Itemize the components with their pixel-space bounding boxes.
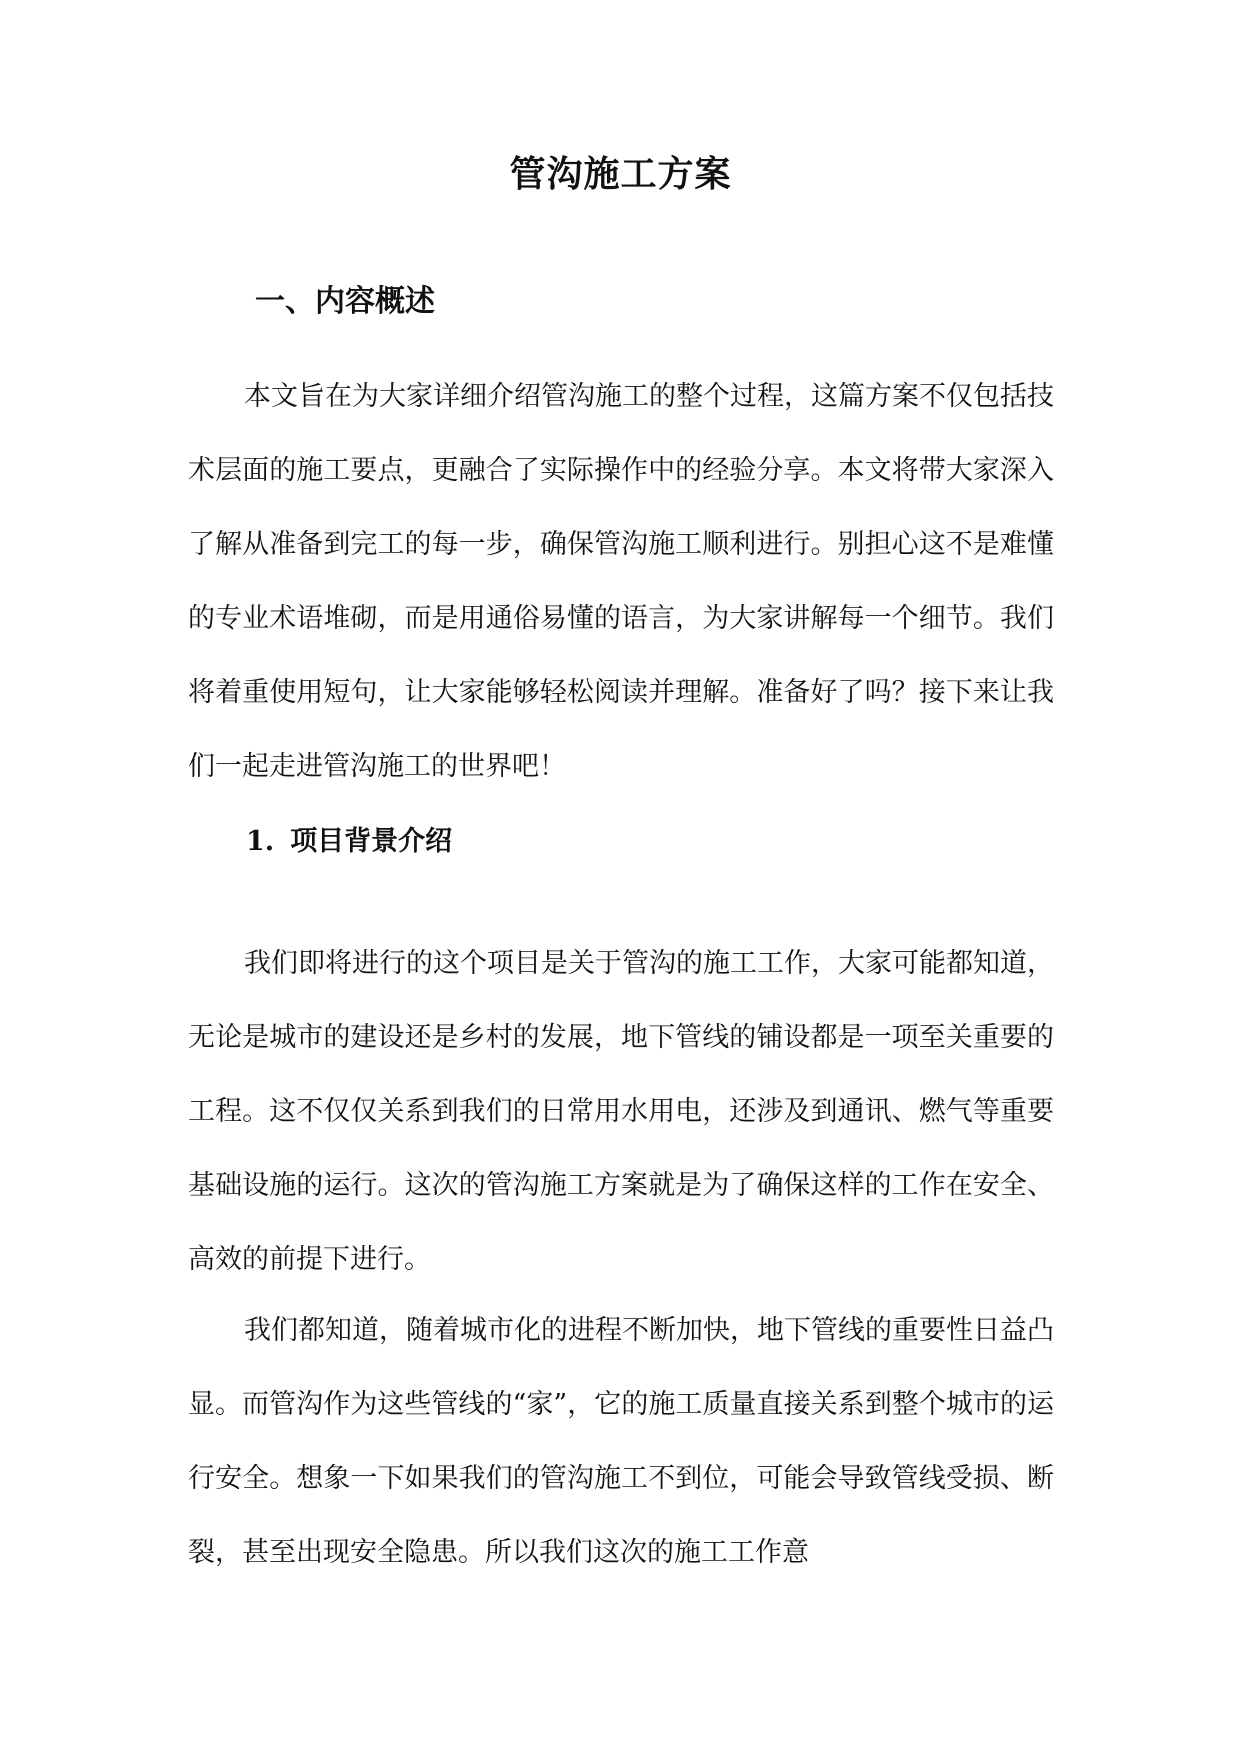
subsection-title: 项目背景介绍 — [290, 826, 453, 857]
document-title: 管沟施工方案 — [509, 153, 732, 195]
subsection-number: 1. — [246, 826, 275, 857]
subsection-heading-project-background — [246, 822, 452, 862]
section-heading-overview: 一、内容概述 — [255, 284, 435, 319]
background-paragraph-1: 我们即将进行的这个项目是关于管沟的施工工作，大家可能都知道，无论是城市的建设还是乡村的发展，地下管线的铺设都是一项至关重要的工程。这不仅仅关系到我们的日常用水用电，还涉及到通讯、燃气等重要基础设施的运行。这次的管沟施工方案就是为了确保这样的工作在安全、高效的前提下进行。 — [188, 948, 1054, 1275]
background-paragraph-2: 我们都知道，随着城市化的进程不断加快，地下管线的重要性日益凸显。而管沟作为这些管线的“家”，它的施工质量直接关系到整个城市的运行安全。想象一下如果我们的管沟施工不到位，可能会导致管线受损、断裂，甚至出现安全隐患。所以我们这次的施工工作意 — [188, 1315, 1054, 1568]
overview-paragraph: 本文旨在为大家详细介绍管沟施工的整个过程，这篇方案不仅包括技术层面的施工要点，更融合了实际操作中的经验分享。本文将带大家深入了解从准备到完工的每一步，确保管沟施工顺利进行。别担心这不是难懂的专业术语堆砌，而是用通俗易懂的语言，为大家讲解每一个细节。我们将着重使用短句，让大家能够轻松阅读并理解。准备好了吗？接下来让我们一起走进管沟施工的世界吧！ — [188, 381, 1054, 782]
